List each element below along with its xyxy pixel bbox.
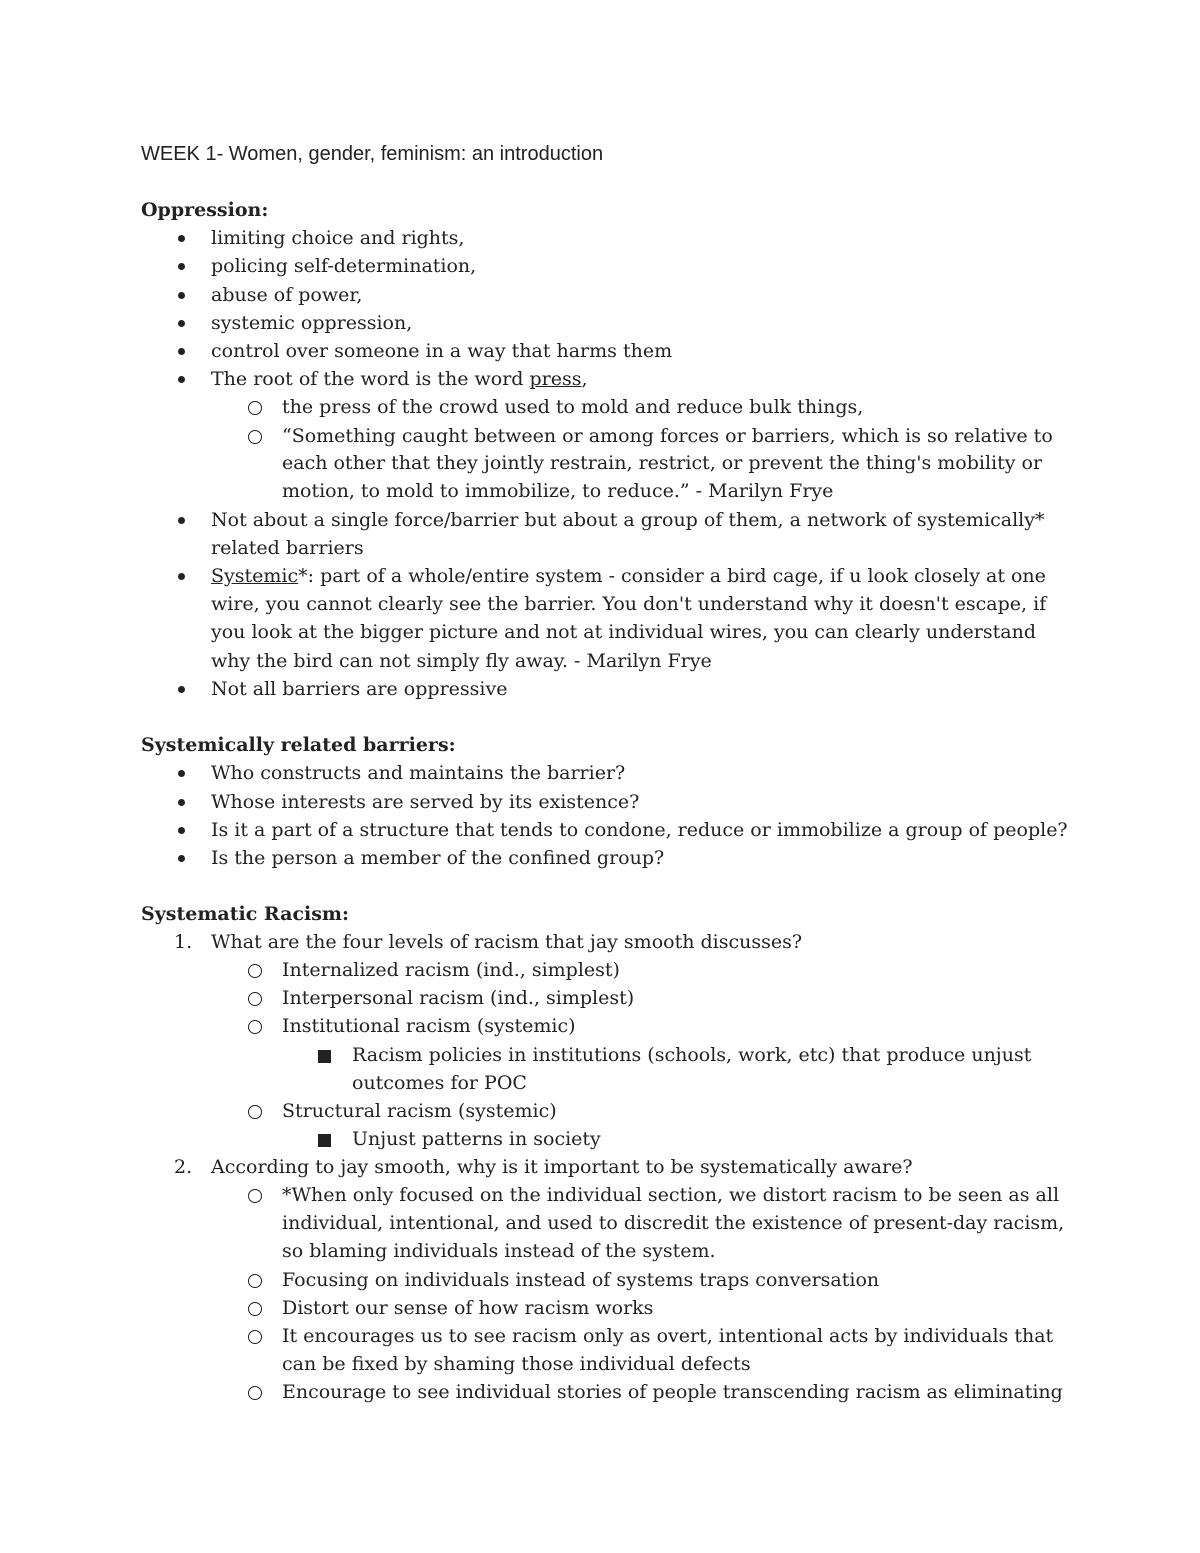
circle-bullet-icon: [248, 992, 262, 1006]
bullet-icon: [178, 376, 185, 383]
bullet-icon: [178, 320, 185, 327]
circle-bullet-icon: [248, 1105, 262, 1119]
list-item: control over someone in a way that harms them: [211, 337, 672, 365]
underlined-word-systemic: Systemic: [211, 565, 299, 587]
underlined-word-press: press: [529, 368, 582, 390]
list-number: 2.: [174, 1156, 193, 1178]
bullet-icon: [178, 855, 185, 862]
list-item: Racism policies in institutions (schools, work, etc) that produce unjust: [352, 1041, 1031, 1069]
circle-bullet-icon: [248, 1189, 262, 1203]
list-item: The root of the word is the word press,: [211, 365, 588, 393]
list-item: policing self-determination,: [211, 252, 476, 280]
square-bullet-icon: [318, 1050, 331, 1063]
numbered-item: 2. According to jay smooth, why is it important to be systematically aware?: [211, 1153, 913, 1181]
list-item: Not all barriers are oppressive: [211, 675, 507, 703]
list-item: Encourage to see individual stories of people transcending racism as eliminating: [282, 1378, 1063, 1406]
list-item: Unjust patterns in society: [352, 1125, 601, 1153]
list-item-continuation: so blaming individuals instead of the system.: [282, 1240, 716, 1262]
list-item: “Something caught between or among forces or barriers, which is so relative to: [282, 422, 1053, 450]
list-item: Interpersonal racism (ind., simplest): [282, 984, 634, 1012]
list-item-continuation: individual, intentional, and used to discredit the existence of present-day racism,: [282, 1212, 1065, 1234]
list-item-continuation: outcomes for POC: [352, 1072, 527, 1094]
list-item: Is the person a member of the confined group?: [211, 844, 664, 872]
list-item-continuation: wire, you cannot clearly see the barrier. You don't understand why it doesn't escape, if: [211, 593, 1047, 615]
list-item-continuation: motion, to mold to immobilize, to reduce.” - Marilyn Frye: [282, 480, 834, 502]
list-item: Systemic*: part of a whole/entire system - consider a bird cage, if u look closely at one: [211, 562, 1046, 590]
bullet-icon: [178, 263, 185, 270]
list-item: Who constructs and maintains the barrier?: [211, 759, 625, 787]
list-item-continuation: can be fixed by shaming those individual defects: [282, 1353, 751, 1375]
list-item: limiting choice and rights,: [211, 224, 464, 252]
numbered-item: 1. What are the four levels of racism that jay smooth discusses?: [211, 928, 802, 956]
page-title: WEEK 1- Women, gender, feminism: an introduction: [141, 143, 604, 165]
list-item: Focusing on individuals instead of systems traps conversation: [282, 1266, 879, 1294]
bullet-icon: [178, 573, 185, 580]
list-item: Whose interests are served by its existence?: [211, 788, 639, 816]
list-item: It encourages us to see racism only as overt, intentional acts by individuals that: [282, 1322, 1053, 1350]
list-item: Institutional racism (systemic): [282, 1012, 576, 1040]
square-bullet-icon: [318, 1134, 331, 1147]
section-heading-racism: Systematic Racism:: [141, 903, 350, 925]
circle-bullet-icon: [248, 1386, 262, 1400]
bullet-icon: [178, 770, 185, 777]
section-heading-barriers: Systemically related barriers:: [141, 734, 456, 756]
bullet-icon: [178, 517, 185, 524]
circle-bullet-icon: [248, 1274, 262, 1288]
list-item: Is it a part of a structure that tends to condone, reduce or immobilize a group of people?: [211, 816, 1068, 844]
list-item: *When only focused on the individual section, we distort racism to be seen as all: [282, 1181, 1059, 1209]
list-item: the press of the crowd used to mold and reduce bulk things,: [282, 393, 863, 421]
circle-bullet-icon: [248, 401, 262, 415]
bullet-icon: [178, 686, 185, 693]
circle-bullet-icon: [248, 1020, 262, 1034]
list-item: systemic oppression,: [211, 309, 412, 337]
list-number: 1.: [174, 931, 193, 953]
circle-bullet-icon: [248, 1302, 262, 1316]
list-item: Distort our sense of how racism works: [282, 1294, 653, 1322]
section-heading-oppression: Oppression:: [141, 199, 269, 221]
list-item-continuation: related barriers: [211, 537, 364, 559]
circle-bullet-icon: [248, 430, 262, 444]
bullet-icon: [178, 827, 185, 834]
list-item-continuation: each other that they jointly restrain, restrict, or prevent the thing's mobility or: [282, 452, 1043, 474]
list-item: abuse of power,: [211, 281, 362, 309]
list-item: Structural racism (systemic): [282, 1097, 557, 1125]
bullet-icon: [178, 235, 185, 242]
list-item-continuation: you look at the bigger picture and not at individual wires, you can clearly understand: [211, 621, 1036, 643]
list-item-continuation: why the bird can not simply fly away. - Marilyn Frye: [211, 650, 712, 672]
bullet-icon: [178, 292, 185, 299]
list-item: Internalized racism (ind., simplest): [282, 956, 620, 984]
circle-bullet-icon: [248, 1330, 262, 1344]
list-item: Not about a single force/barrier but about a group of them, a network of systemically*: [211, 506, 1045, 534]
bullet-icon: [178, 348, 185, 355]
bullet-icon: [178, 799, 185, 806]
circle-bullet-icon: [248, 964, 262, 978]
